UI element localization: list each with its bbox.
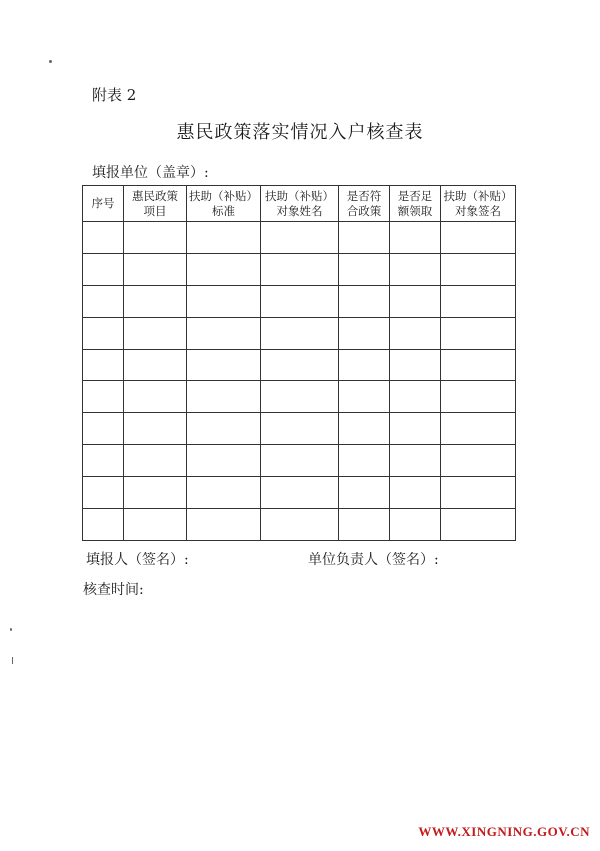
table-cell[interactable]: [124, 253, 187, 285]
column-header-line: 项目: [143, 203, 167, 218]
table-cell[interactable]: [187, 381, 261, 413]
table-cell[interactable]: [261, 285, 339, 317]
table-cell[interactable]: [261, 253, 339, 285]
table-cell[interactable]: [261, 413, 339, 445]
table-cell[interactable]: [390, 477, 441, 509]
table-cell[interactable]: [261, 349, 339, 381]
table-cell[interactable]: [124, 413, 187, 445]
column-header-line: 扶助（补贴）: [189, 188, 258, 203]
table-cell[interactable]: [187, 253, 261, 285]
page-title: 惠民政策落实情况入户核查表: [176, 122, 424, 143]
table-cell[interactable]: [187, 285, 261, 317]
table-cell[interactable]: [390, 253, 441, 285]
column-header: [390, 186, 441, 222]
table-cell[interactable]: [124, 317, 187, 349]
column-header-line: 标准: [212, 203, 235, 218]
table-cell[interactable]: [83, 253, 124, 285]
table-cell[interactable]: [441, 477, 516, 509]
table-cell[interactable]: [390, 381, 441, 413]
table-cell[interactable]: [441, 445, 516, 477]
table-cell[interactable]: [441, 413, 516, 445]
table-cell[interactable]: [261, 477, 339, 509]
table-row: [83, 413, 516, 445]
column-header-line: 扶助（补贴）: [265, 188, 334, 203]
table-cell[interactable]: [83, 381, 124, 413]
table-cell[interactable]: [339, 477, 390, 509]
column-header: [83, 186, 124, 222]
table-cell[interactable]: [83, 445, 124, 477]
verification-table: [82, 185, 516, 541]
table-row: [83, 349, 516, 381]
column-header: [339, 186, 390, 222]
table-cell[interactable]: [261, 381, 339, 413]
table-cell[interactable]: [390, 222, 441, 254]
table-header-row: [83, 186, 516, 222]
reporting-unit-label: 填报单位（盖章）:: [92, 165, 209, 181]
table-cell[interactable]: [390, 509, 441, 541]
website-watermark[interactable]: WWW.XINGNING.GOV.CN: [418, 824, 590, 839]
scan-speck: [10, 628, 12, 631]
table-cell[interactable]: [83, 509, 124, 541]
table-row: [83, 222, 516, 254]
table-cell[interactable]: [124, 509, 187, 541]
scan-speck: [49, 60, 52, 63]
filler-signature-label: 填报人（签名）:: [86, 552, 189, 568]
table-row: [83, 445, 516, 477]
table-cell[interactable]: [124, 222, 187, 254]
table-cell[interactable]: [441, 509, 516, 541]
column-header: [124, 186, 187, 222]
table-cell[interactable]: [390, 285, 441, 317]
table-cell[interactable]: [187, 509, 261, 541]
scan-speck: [12, 657, 13, 664]
table-cell[interactable]: [339, 349, 390, 381]
table-cell[interactable]: [261, 445, 339, 477]
column-header-line: 额领取: [397, 203, 433, 218]
table-cell[interactable]: [187, 317, 261, 349]
table-cell[interactable]: [187, 222, 261, 254]
table-cell[interactable]: [124, 477, 187, 509]
table-cell[interactable]: [187, 349, 261, 381]
table-cell[interactable]: [124, 445, 187, 477]
table-row: [83, 317, 516, 349]
column-header-line: 对象姓名: [276, 203, 323, 218]
table-cell[interactable]: [124, 381, 187, 413]
table-row: [83, 285, 516, 317]
table-cell[interactable]: [339, 222, 390, 254]
table-cell[interactable]: [83, 413, 124, 445]
table-cell[interactable]: [390, 317, 441, 349]
table-row: [83, 381, 516, 413]
table-cell[interactable]: [441, 222, 516, 254]
table-row: [83, 477, 516, 509]
table-cell[interactable]: [441, 349, 516, 381]
column-header-line: 惠民政策: [132, 188, 178, 203]
table-cell[interactable]: [339, 253, 390, 285]
table-cell[interactable]: [187, 445, 261, 477]
check-time-label: 核查时间:: [83, 582, 144, 598]
table-cell[interactable]: [187, 477, 261, 509]
table-cell[interactable]: [390, 349, 441, 381]
table-cell[interactable]: [441, 285, 516, 317]
column-header-line: 对象签名: [455, 203, 501, 218]
column-header: [441, 186, 516, 222]
column-header-line: 扶助（补贴）: [443, 188, 513, 203]
table-cell[interactable]: [390, 413, 441, 445]
table-cell[interactable]: [83, 285, 124, 317]
table-row: [83, 509, 516, 541]
column-header-line: 是否足: [397, 188, 433, 203]
table-cell[interactable]: [390, 445, 441, 477]
table-cell[interactable]: [441, 381, 516, 413]
table-row: [83, 253, 516, 285]
table-cell[interactable]: [83, 222, 124, 254]
table-cell[interactable]: [124, 285, 187, 317]
table-cell[interactable]: [339, 317, 390, 349]
table-cell[interactable]: [124, 349, 187, 381]
table-cell[interactable]: [261, 222, 339, 254]
column-header-line: 序号: [91, 196, 115, 210]
table-cell[interactable]: [261, 317, 339, 349]
column-header: [187, 186, 261, 222]
table-cell[interactable]: [339, 509, 390, 541]
table-cell[interactable]: [339, 285, 390, 317]
table-cell[interactable]: [339, 381, 390, 413]
leader-signature-label: 单位负责人（签名）:: [308, 552, 439, 568]
table-cell[interactable]: [187, 413, 261, 445]
table-cell[interactable]: [83, 349, 124, 381]
annex-label: 附表 2: [92, 86, 137, 104]
table-cell[interactable]: [83, 317, 124, 349]
column-header-line: 是否符: [346, 188, 382, 203]
column-header: [261, 186, 339, 222]
table-cell[interactable]: [441, 317, 516, 349]
table-cell[interactable]: [339, 445, 390, 477]
table-cell[interactable]: [83, 477, 124, 509]
table-body: [83, 222, 516, 541]
table-cell[interactable]: [339, 413, 390, 445]
table-cell[interactable]: [261, 509, 339, 541]
column-header-line: 合政策: [346, 203, 382, 218]
table-cell[interactable]: [441, 253, 516, 285]
